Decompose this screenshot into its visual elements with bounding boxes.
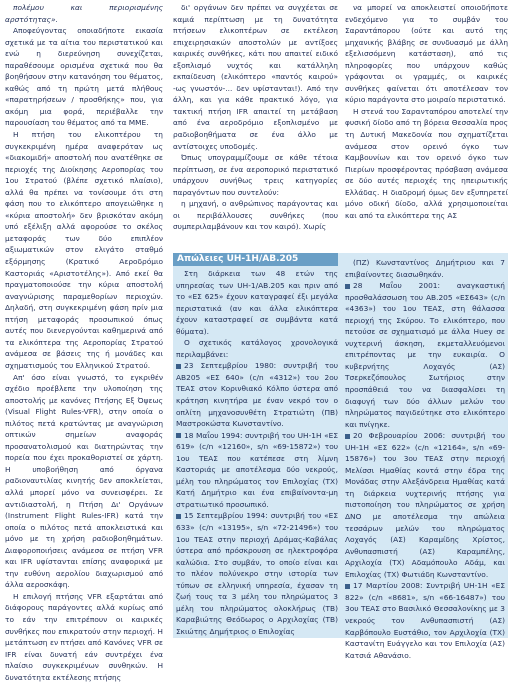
paragraph: Ο σχετικός κατάλογος χρονολογικά περιλαμβάνει: — [176, 338, 338, 359]
losses-box-body — [176, 268, 338, 638]
paragraph: Αποφεύγοντας οποιαδήποτε εικασία σχετικά με τα αίτια του περιστατικού και ενώ η διερεύνηση συνεχίζεται, παραθέσουμε ορισμένα σχετικά που θα βοηθήσουν στην κατανόηση του θέματος, καθώς από τη πρώτη μετά πλήθους «παρατηρήσεων / προσθήκης» που, για ακόμη μια φορά, περιέβαλλε την παρουσίαση του θέματος από τα ΜΜΕ. — [5, 26, 163, 128]
square-bullet-icon — [345, 284, 350, 289]
square-bullet-icon — [176, 364, 181, 369]
loss-event: 15 Σεπτεμβρίου 1994: συντριβή του «ΕΣ 633» (c/n «13195», s/n «72-21496») του 1ου ΤΕΑΣ στην περιοχή Δράμας-Καβάλας ύστερα από πρόσκρουση σε ηλεκτροφόρα καλώδια. Στο συμβάν, το οποίο είναι και το πλέον πολύνεκρο στην ιστορία των τύπων σε ελληνική υπηρεσία, έχασαν τη ζωή τους τα 3 μέλη του πληρώματος 3 μέλη του πληρώματος ολοκλήρως (ΤΒ) Καραβιώτης Θεόδωρος ο Αρχιλοχίας (ΤΒ) Σκιώτης Δημήτριος ο Επιλοχίας — [176, 511, 338, 636]
paragraph: να μπορεί να αποκλειστεί οποιοδήποτε ενδεχόμενο για το συμβάν του Σαραντάπορου (ούτε και αυτό της μηχανικής βλάβης σε συνδυασμό με άλλη εξελισσόμενη κατάσταση), από τις πληροφορίες που υπάρχουν καθώς γράφονται οι γραμμές, οι καιρικές συνθήκες φαίνεται ότι αποτέλεσαν τον κύριο παράγοντα στο μοιραίο περιστατικό. — [345, 3, 508, 105]
loss-event: 28 Μαΐου 2001: αναγκαστική προσθαλάσσωση του ΑΒ.205 «ΕΣ643» (c/n «4363») του 1ου ΤΕΑΣ, στη θάλασσα περιοχή της Σκύρου. Το ελικόπτερο, που πετούσε σε σχηματισμό με άλλα Huey σε νυχτερινή άσκηση, εκμεταλλευόμενοι επιτρέποντας με την ευκαιρία. Ο κυβερνήτης Λοχαγός (ΑΣ) Τσερκεζόπουλος Σωτήριος στην προσπάθειά του να διασφαλίσει τη διαφυγή των δύο άλλων μελών του πληρώματος παγιδεύτηκε στο ελικόπτερο και πνίγηκε. — [345, 281, 505, 429]
paragraph: (ΠΖ) Κωνσταντίνος Δημήτριου και 7 επιβαίνοντες διασωθηκάν. — [345, 258, 505, 279]
square-bullet-icon — [345, 434, 350, 439]
loss-event: 17 Μαρτίου 2008: Συντριβή UH-1H «ΕΣ 822» (c/n «8681», s/n «66-16487») του 3ου ΤΕΑΣ στο Βασιλικό Θεσσαλονίκης με 3 νεκρούς τον Ανθυπασπιστή (ΑΣ) Καρβόπουλο Ευστάθιο, τον Αρχιλοχία (ΤΧ) Καστανίτη Ευάγγελο και τον Επιλοχία (ΑΣ) Κατσιά Αθανάσιο. — [345, 581, 505, 660]
square-bullet-icon — [345, 584, 350, 589]
paragraph: Στη διάρκεια των 48 ετών της υπηρεσίας των UH-1/AB.205 και πριν από το «ΕΣ 625» έχουν καταγραφεί έξι μεγάλα περιστατικά (αν και άλλα ελικόπτερα έχουν καταστραφεί σε συμβάντα κατά θύματα). — [176, 269, 338, 336]
paragraph: δι' οργάνων δεν πρέπει να συγχέεται σε καμιά περίπτωση με τη δυνατότητα πτήσεων ελικοπτέρων σε εκτέλεση επιχειρησιακών αποστολών με αντίξοες καιρικές συνθήκες, κάτι που απαιτεί ειδικό εξοπλισμό νυχτός και κατάλληλη εκπαίδευση (ελικόπτερο «παντός καιρού» -ως γνωστόν-... δεν υφίστανται!). Από την άλλη, και για κάθε πρακτικό λόγο, για τακτική πτήση IFR απαιτεί τη μετάβαση από ένα αεροδρόμιο εξοπλισμένο με ραδιοβοηθήματα σε ένα άλλο με αντίστοιχες υποδομές. — [173, 3, 338, 151]
paragraph: πολέμου και περιορισμένης αρστότητας». — [5, 3, 163, 24]
paragraph: Όπως υπογραμμίζουμε σε κάθε τέτοια περίπτωση, σε ένα αεροπορικό περιστατικό υπάρχουν συνήθως τρεις κατηγορίες παραγόντων που συντελούν: — [173, 153, 338, 197]
square-bullet-icon — [176, 433, 181, 438]
paragraph: Η πτήση του ελικοπτέρου τη συγκεκριμένη ημέρα αναφερόταν ως «διακομιδή» αποστολή που ανατέθηκε σε περιοχές της Διοίκησης Αεροπορίας του 1ου Στρατού (βλέπε σχετικό πλαίσιο), αλλά θα πρέπει να τονίσουμε ότι στη φάση που το ελικόπτερο απογειώθηκε η «κύρια αποστολή» δεν βρισκόταν ακόμη υπό εξέλιξη αλλά αφορούσε το σκέλος μεταφοράς των δύο επιπλέον αξιωματικών στον ελιγάτο σταθμό εξόρμησης (Κρατικό Αεροδρόμιο Καστοριάς «Αριστοτέλης»). Από εκεί θα πραγματοποιούσε την κύρια αποστολή αναγνώρισης παραμεθορίων περιοχών. Δηλαδή, στη συγκεκριμένη φάση πρίν μια πτήση μεταφοράς προσωπικού όπως αυτές που διενεργούνται καθημερινά από τα ελικόπτερα της Αεροπορίας Στρατού ανάμεσα σε βάσεις της ή μονάδες και σχηματισμούς του Ελληνικού Στρατού. — [5, 130, 163, 370]
article-column-middle — [173, 2, 338, 233]
article-column-right — [345, 2, 508, 257]
article-column-left — [5, 2, 163, 683]
paragraph: Απ' όσο είναι γνωστό, το εγκριθέν σχέδιο προέβλεπε την υλοποίηση της αποστολής με κανόνες Πτήσης Εξ Όψεως (Visual Flight Rules-VFR), στην οποία ο πιλότος πετά κρατώντας με αναγνώριση οπτικών σημείων αναφοράς προσανατολισμού και διατηρώντας την πορεία που έχει προκαθοριστεί σε χάρτη. Η υποβοήθηση από όργανα ραδιοναυτιλίας κινητής δεν αποκλείεται, αλλά μπορεί μόνο να συνεισφέρει. Σε αντιδιαστολή, η Πτήση Δι' Οργάνων (Instrument Flight Rules-IFR) κατά την οποία ο πιλότος πετά αποκλειστικά και μόνο με τη χρήση ραδιοβοηθημάτων. Διαφοροποιήσεις ανάμεσα σε πτήση VFR και IFR υφίστανται επίσης αναφορικά με την ευθύνη αερολίου διαχωρισμού από άλλα αεροσκάφη. — [5, 372, 163, 590]
paragraph: Η επιλογή πτήσης VFR εξαρτάται από διάφορους παράγοντες αλλά κυρίως από το εάν την επιτρέπουν οι καιρικές συνθήκες που επικρατούν στην περιοχή. Η μετάπτωση εν πτήσει από Κανόνες VFR σε IFR είναι δυνατή εάν συντρέχει ένα πλαίσιο συγκεκριμένων συνθηκών. Η δυνατότητα εκτέλεσης πτήσης — [5, 591, 163, 682]
losses-sidebar-box — [173, 253, 508, 660]
loss-event: 18 Μαΐου 1994: συντριβή του UH-1H «ΕΣ 619» (c/n «12160», s/n «69-15872») του 1ου ΤΕΑΣ που κατέπεσε στη λίμνη Καστοριάς με αποτέλεσμα δύο νεκρούς, μέλη του πληρώματος τον Επιλοχίας (ΤΧ) Κατή Δημήτριο και ένα επιβαίνοντα-μη στρατιωτικό προσωπικό. — [176, 430, 338, 509]
column-right-top — [345, 2, 508, 257]
loss-event: 23 Σεπτεμβρίου 1980: συντριβή του AB205 «ΕΣ 640» (c/n «4312») του 2ου ΤΕΑΣ στον Κορινθιακό Κόλπο ύστερα από κράτηση κινητήρα με έναν νεκρό τον ο οπλίτη μηχανοσυνθέτη Στρατιώτη (ΠΒ) Μαστροκώστα Κωνσταντίνο. — [176, 361, 338, 429]
square-bullet-icon — [176, 514, 181, 519]
paragraph: Η στενά του Σαρανταπόρου αποτελεί την φυσική δίοδο από τη βόρεια Θεσσαλία προς τη Δυτική Μακεδονία που σχηματίζεται ανάμεσα στον ορεινό όγκο των Καμβουνίων και τον ορεινό όγκο των Πιερίων προσφέροντας πρόσβαση ανάμεσα σε δύο αυτές περιοχές της ηπειρωτικής Ελλάδας. Η διαδρομή όμως δεν εξυπηρετεί μόνο οδική δίοδο, αλλά χρησιμοποιείται και από τα ελικόπτερα της ΑΣ — [345, 106, 508, 220]
paragraph: η μηχανή, ο ανθρώπινος παράγοντας και οι περιβάλλουσες συνθήκες (που συμπεριλαμβάνουν και τον καιρό). Χωρίς — [173, 199, 338, 232]
losses-box-title: Απώλειες UH-1H/AB.205 — [173, 253, 338, 266]
loss-event: 20 Φεβρουαρίου 2006: συντριβή του UH-1H «ΕΣ 622» (c/n «12164», s/n «69-15876») του 3ου ΤΕΑΣ στην περιοχή Μελίσσι Ημαθίας κοντά στην έδρα της Μονάδας στην Αλεξάνδρεια Ημαθίας κατά τη διάρκεια νυχτερινής πτήσης για πιστοποίηση του πληρώματος σε χρήση ΔΝΟ με αποτέλεσμα την απώλεια τεσσάρων μελών του πληρώματος Λοχαγός (ΑΣ) Καραμίδης Χρίστος, Ανθυπασπιστή (ΑΣ) Καραμπέλης, Αρχιλοχία (ΤΧ) Αδαμόπουλο Αδάμ, και Επιλοχίας (ΤΧ) Φωτιάδη Κωνσταντίνο. — [345, 431, 505, 579]
losses-box-body-right — [345, 257, 505, 661]
